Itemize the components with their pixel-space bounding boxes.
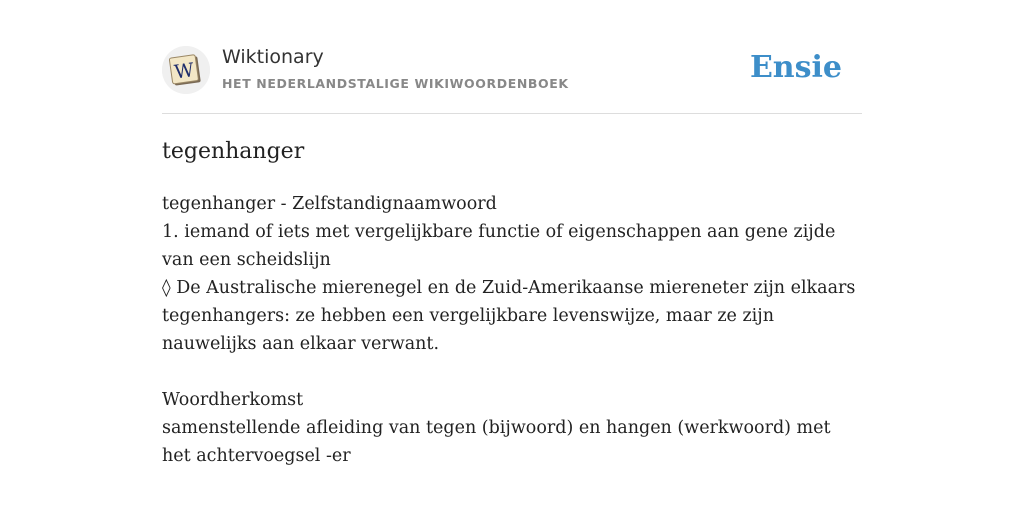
wiktionary-logo[interactable]	[162, 46, 210, 94]
site-tagline: HET NEDERLANDSTALIGE WIKIWOORDENBOEK	[222, 76, 569, 91]
entry-body	[162, 190, 862, 470]
wiktionary-logo-icon	[162, 46, 210, 94]
site-name[interactable]: Wiktionary	[222, 46, 324, 68]
etymology-heading: Woordherkomst	[162, 390, 304, 410]
example-text: ◊ De Australische mierenegel en de Zuid-Amerikaanse miereneter zijn elkaars tegenhangers: ze hebben een vergelijkbare levenswijze, maar ze zijn nauwelijks aan elkaar verwant.	[162, 278, 856, 354]
word-class-line: tegenhanger - Zelfstandignaamwoord	[162, 194, 497, 214]
entry-title: tegenhanger	[162, 139, 305, 164]
section-spacer	[162, 358, 862, 386]
logo-letter: W	[172, 59, 196, 84]
entry-content	[162, 136, 862, 470]
etymology-text: samenstellende afleiding van tegen (bijwoord) en hangen (werkwoord) met het achtervoegsel -er	[162, 418, 831, 466]
site-header	[162, 40, 862, 114]
ensie-brand-link[interactable]: Ensie	[749, 50, 842, 85]
definition-text: 1. iemand of iets met vergelijkbare functie of eigenschappen aan gene zijde van een scheidslijn	[162, 222, 836, 270]
